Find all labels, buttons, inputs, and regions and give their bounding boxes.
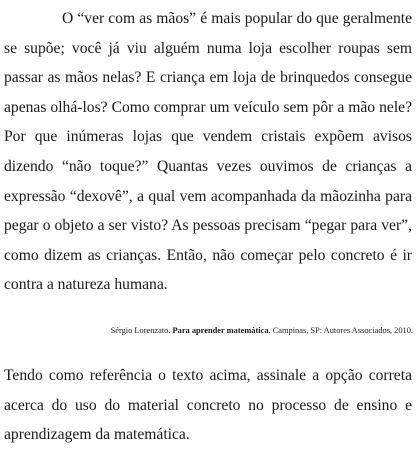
question-paragraph [4,361,412,450]
citation-publisher: . Campinas, SP: Autores Associados, 2010. [268,326,413,335]
question-text: Tendo como referência o texto acima, assinale a opção correta acerca do uso do material concreto no processo de ensino e aprendizagem da matemática. [4,367,412,444]
citation-title: Para aprender matemática [172,326,269,335]
citation [111,325,413,337]
quote-paragraph [4,4,412,300]
citation-author: Sérgio Lorenzato. [110,326,171,335]
quote-text: O “ver com as mãos” é mais popular do que geralmente se supõe; você já viu alguém numa loja escolher roupas sem passar as mãos nelas? E criança em loja de brinquedos consegue apenas olhá-los? Como comprar um veículo sem pôr a mão nele? Por que inúmeras lojas que vendem cristais expõem avisos dizendo “não toque?” Quantas vezes ouvimos de crianças a expressão “dexovê”, a qual vem acompanhada da mãozinha para pegar o objeto a ser visto? As pessoas precisam “pegar para ver”, como dizem as crianças. Então, não começar pelo concreto é ir contra a natureza humana. [4,10,412,294]
